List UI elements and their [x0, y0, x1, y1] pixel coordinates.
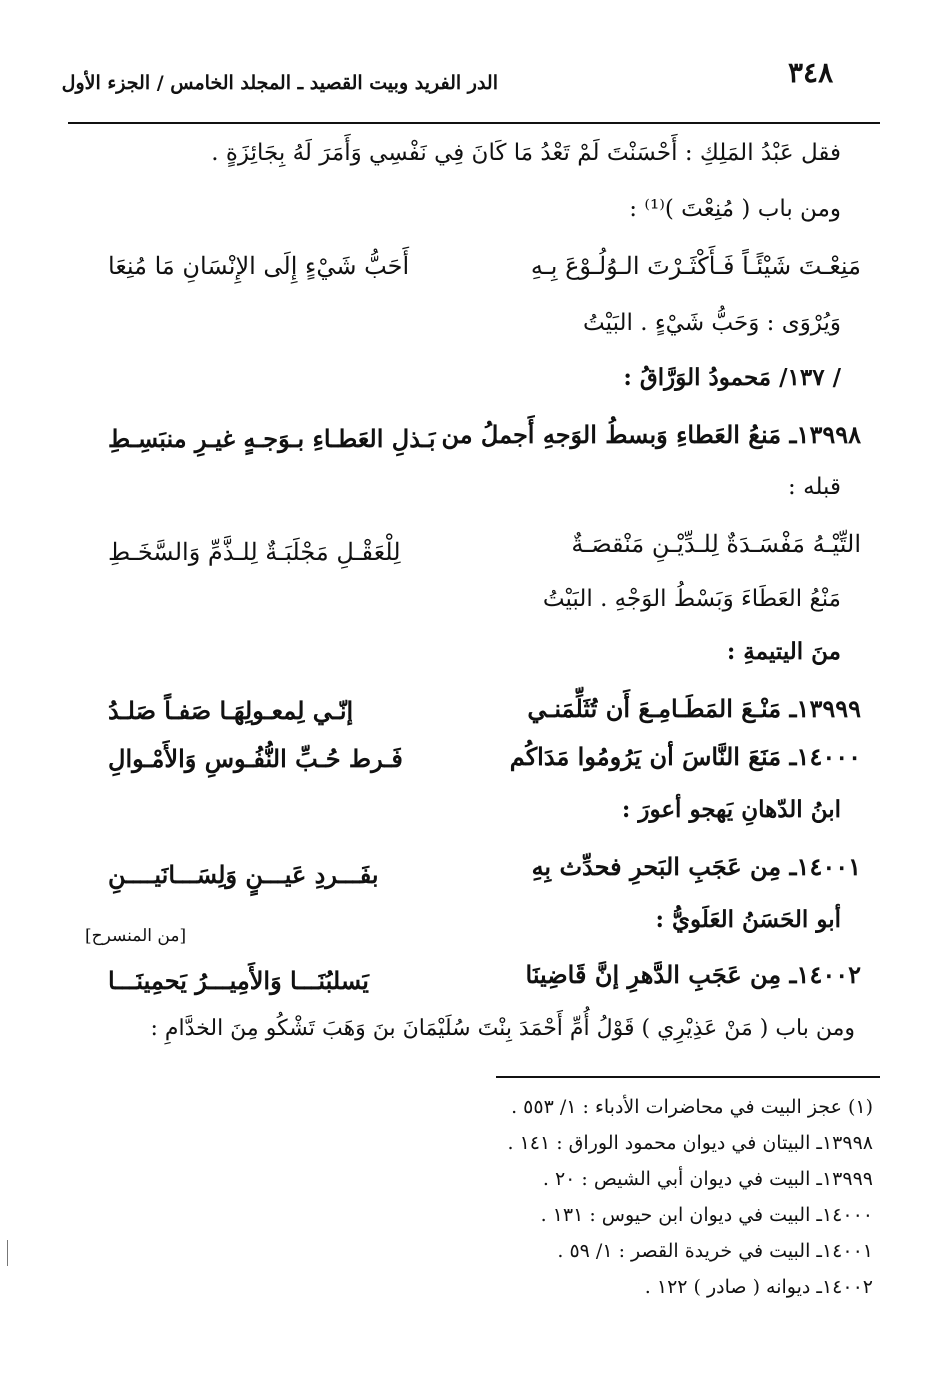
- prose-line: مَنْعُ العَطَاءَ وَبَسْطُ الوَجْهِ . البَيْتُ: [542, 586, 841, 612]
- running-title: الدر الفريد وبيت القصيد ـ المجلد الخامس / الجزء الأول: [61, 72, 498, 94]
- verse-second-hemistich: أَحَبُّ شَيْءٍ إِلَى الإِنْسَانِ مَا مُنِعَا: [108, 252, 410, 280]
- footnote: ١٣٩٩٩ـ البيت في ديوان أبي الشيص : ٢٠ .: [542, 1168, 873, 1190]
- footnote: (١) عجز البيت في محاضرات الأدباء : ١/ ٥٥٣ .: [511, 1096, 873, 1118]
- header-rule: [68, 122, 880, 124]
- source-heading: منَ اليتيمةِ :: [726, 638, 841, 665]
- footnote: ١٤٠٠١ـ البيت في خريدة القصر : ١/ ٥٩ .: [557, 1240, 873, 1262]
- footnote: ١٤٠٠٠ـ البيت في ديوان ابن حيوس : ١٣١ .: [540, 1204, 873, 1226]
- poet-heading: / ١٣٧/ مَحمودُ الوَرَّاقُ :: [623, 364, 841, 391]
- verse-second-hemistich: بفَـــردِ عَيـــنٍ وَلِسَـــانَيــــنِ: [108, 860, 379, 889]
- footnote: ١٤٠٠٢ـ ديوانه ( صادر ) ١٢٢ .: [644, 1276, 873, 1298]
- footnote: ١٣٩٩٨ـ البيتان في ديوان محمود الوراق : ١٤١ .: [507, 1132, 873, 1154]
- footnote-rule: [496, 1076, 880, 1078]
- prose-line: وَيُرْوَى : وَحَبُّ شَيْءٍ . البَيْتُ: [583, 310, 841, 336]
- verse-first-hemistich: ١٣٩٩٨ـ مَنعُ العَطاءِ وَبسطُ الوَجهِ أَجملُ من: [441, 420, 861, 449]
- poet-heading: ابنُ الدّهانِ يَهجو أعورَ :: [621, 796, 841, 823]
- verse-first-hemistich: مَنِعْـتَ شَيْئًـاً فَـأَكْثَـرْتَ الـوُلُـوْعَ بِـهِ: [530, 252, 861, 280]
- verse-second-hemistich: لِلْعَقْـلِ مَجْلَبَـةٌ لِلـذَّمِّ وَالسَّخَـطِ: [108, 538, 401, 566]
- verse-second-hemistich: إنّـي لِمعـولِهَـا صَفـاً صَلـدُ: [108, 696, 354, 725]
- poet-heading: أبو الحَسَنُ العَلَويُّ :: [655, 906, 841, 933]
- verse-second-hemistich: فَـرط حُـبِّ النُّفُـوسِ وَالأَمْـوالِ: [108, 744, 403, 773]
- scan-margin-mark: [7, 1240, 8, 1266]
- prose-line: قبله :: [788, 474, 841, 500]
- verse-second-hemistich: يَسلبُنَـــا وَالأَمِيـــرُ يَحمِينَـــا: [108, 966, 369, 995]
- prose-line: فقل عَبْدُ المَلِكِ : أَحْسَنْتَ لَمْ تَعْدُ مَا كَانَ فِي نَفْسِي وَأَمَرَ لَهُ بِجَائِزَةٍ .: [211, 140, 841, 166]
- meter-note: [من المنسرح]: [85, 926, 187, 946]
- verse-first-hemistich: ١٤٠٠٢ـ مِن عَجَبِ الدَّهرِ إنَّ قَاضِينَا: [525, 960, 861, 989]
- prose-line: ومن باب ( مُنِعْتَ )⁽¹⁾ :: [629, 196, 841, 222]
- page-number: ٣٤٨: [788, 56, 834, 89]
- verse-first-hemistich: ١٣٩٩٩ـ مَنْـعَ المَطَـامِـعَ أَن تُثَلِّمَنـي: [527, 694, 861, 723]
- verse-second-hemistich: بَـذلِ العَطـاءِ بـوَجـهٍ غيـرِ منبَسِـطِ: [108, 424, 436, 453]
- prose-line: ومن باب ( مَنْ عَذِيْرِي ) قَوْلُ أُمِّ أَحْمَدَ بِنْتَ سُلَيْمَانَ بنَ وَهَبَ تَشْكُو مِنَ الخدَّامِ :: [150, 1016, 855, 1041]
- verse-first-hemistich: التِّيْـهُ مَفْسَـدَةٌ لِلـدِّيْـنِ مَنْقصَـةٌ: [571, 530, 861, 558]
- verse-first-hemistich: ١٤٠٠٠ـ مَنَعَ النَّاسَ أن يَرُومُوا مَدَاكُم: [509, 742, 861, 771]
- verse-first-hemistich: ١٤٠٠١ـ مِن عَجَبِ البَحرِ فحدِّث بِهِ: [531, 852, 861, 881]
